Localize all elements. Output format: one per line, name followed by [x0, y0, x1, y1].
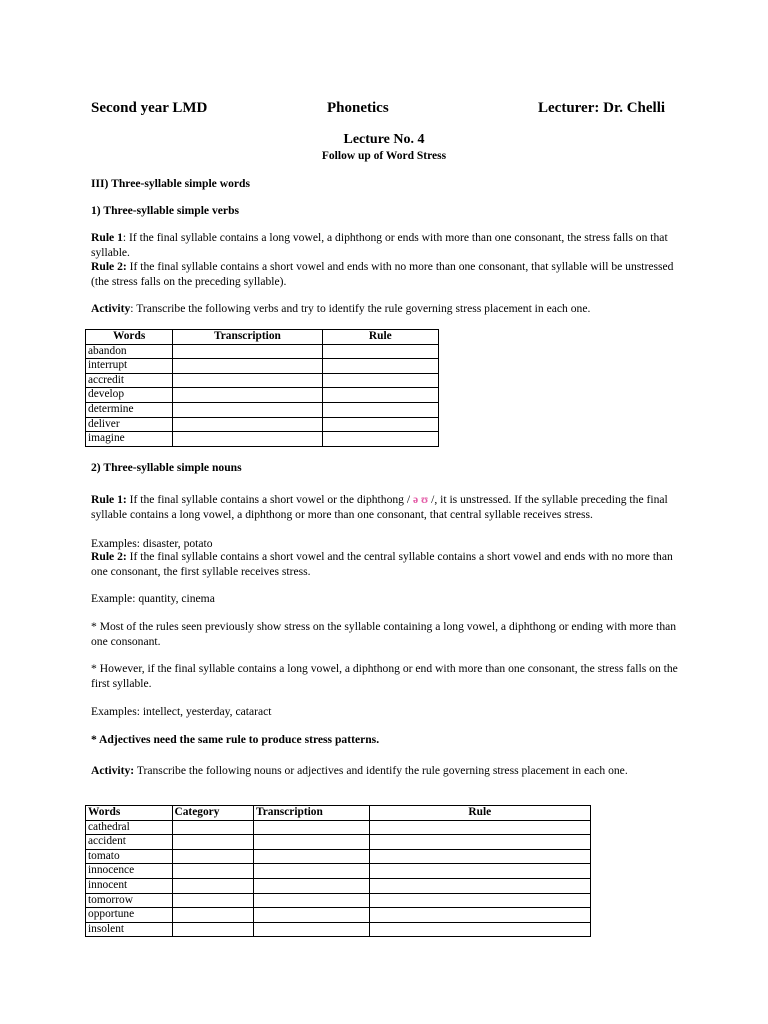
verbs-activity	[91, 302, 681, 317]
verbs-activity-text: : Transcribe the following verbs and try to identify the rule governing stress placement in each one.	[130, 302, 591, 315]
word-cell: deliver	[86, 417, 173, 432]
transcription-cell[interactable]	[253, 820, 369, 835]
rule-cell[interactable]	[369, 922, 590, 937]
transcription-cell[interactable]	[253, 835, 369, 850]
word-cell: tomorrow	[86, 893, 173, 908]
table-row	[86, 432, 439, 447]
word-cell: innocence	[86, 864, 173, 879]
table-row	[86, 388, 439, 403]
table-row	[86, 908, 591, 923]
note-2: * However, if the final syllable contains a long vowel, a diphthong or end with more than one consonant, the stress falls on the first syllable.	[91, 662, 678, 690]
verbs-heading: 1) Three-syllable simple verbs	[91, 204, 240, 217]
word-cell: innocent	[86, 878, 173, 893]
col-header-transcription: Transcription	[253, 806, 369, 821]
transcription-cell[interactable]	[253, 922, 369, 937]
word-cell: tomato	[86, 849, 173, 864]
word-cell: accident	[86, 835, 173, 850]
rule-cell[interactable]	[369, 835, 590, 850]
verbs-rule2-text: If the final syllable contains a short vowel and ends with no more than one consonant, that syllable will be unstressed (the stress falls on the preceding syllable).	[91, 260, 674, 288]
category-cell[interactable]	[172, 893, 253, 908]
rule-cell[interactable]	[369, 893, 590, 908]
header-lecturer: Lecturer: Dr. Chelli	[538, 100, 666, 116]
nouns-rule2-label: Rule 2:	[91, 550, 127, 563]
rule-cell[interactable]	[322, 402, 438, 417]
col-header-rule: Rule	[369, 806, 590, 821]
section-title: III) Three-syllable simple words	[91, 177, 250, 190]
nouns-table	[85, 805, 591, 937]
examples-2: Examples: intellect, yesterday, cataract	[91, 705, 272, 718]
word-cell: interrupt	[86, 359, 173, 374]
word-cell: imagine	[86, 432, 173, 447]
col-header-category: Category	[172, 806, 253, 821]
verbs-activity-label: Activity	[91, 302, 131, 315]
table-row	[86, 835, 591, 850]
nouns-activity-label: Activity:	[91, 764, 135, 777]
adjectives-note: * Adjectives need the same rule to produce stress patterns.	[91, 733, 380, 746]
category-cell[interactable]	[172, 908, 253, 923]
nouns-rule1-after: /, it is unstressed. If the syllable preceding the final syllable contains a long vowel, a diphthong or more than one consonant, that central syllable receives stress.	[91, 493, 668, 521]
rule-cell[interactable]	[369, 864, 590, 879]
header-subject: Phonetics	[327, 100, 389, 116]
note-1: * Most of the rules seen previously show stress on the syllable containing a long vowel, a diphthong or ending with more than one consonant.	[91, 620, 677, 648]
header-course: Second year LMD	[91, 100, 208, 116]
col-header-rule: Rule	[322, 330, 438, 345]
word-cell: determine	[86, 402, 173, 417]
table-row	[86, 893, 591, 908]
table-header-row	[86, 806, 591, 821]
table-row	[86, 922, 591, 937]
word-cell: opportune	[86, 908, 173, 923]
nouns-rule1-examples: Examples: disaster, potato	[91, 537, 213, 550]
transcription-cell[interactable]	[253, 864, 369, 879]
table-row	[86, 820, 591, 835]
col-header-words: Words	[86, 330, 173, 345]
category-cell[interactable]	[172, 820, 253, 835]
transcription-cell[interactable]	[173, 359, 322, 374]
rule-cell[interactable]	[369, 908, 590, 923]
transcription-cell[interactable]	[173, 417, 322, 432]
category-cell[interactable]	[172, 922, 253, 937]
col-header-words: Words	[86, 806, 173, 821]
nouns-rule1	[91, 493, 681, 522]
nouns-example: Example: quantity, cinema	[91, 592, 215, 605]
category-cell[interactable]	[172, 849, 253, 864]
table-row	[86, 402, 439, 417]
table-header-row	[86, 330, 439, 345]
transcription-cell[interactable]	[173, 388, 322, 403]
nouns-activity	[91, 764, 681, 779]
table-row	[86, 344, 439, 359]
rule-cell[interactable]	[322, 417, 438, 432]
verbs-rule1	[91, 231, 681, 260]
rule-cell[interactable]	[369, 849, 590, 864]
rule-cell[interactable]	[322, 432, 438, 447]
table-row	[86, 878, 591, 893]
rule-cell[interactable]	[322, 359, 438, 374]
col-header-transcription: Transcription	[173, 330, 322, 345]
rule-cell[interactable]	[322, 344, 438, 359]
verbs-rule2-label: Rule 2:	[91, 260, 127, 273]
nouns-rule2-text: If the final syllable contains a short vowel and the central syllable contains a short vowel and ends with no more than one consonant, the first syllable receives stress.	[91, 550, 673, 578]
rule-cell[interactable]	[322, 388, 438, 403]
nouns-rule2	[91, 550, 681, 579]
ipa-diphthong: ə ʊ	[413, 493, 429, 506]
word-cell: accredit	[86, 373, 173, 388]
rule-cell[interactable]	[322, 373, 438, 388]
word-cell: abandon	[86, 344, 173, 359]
word-cell: insolent	[86, 922, 173, 937]
transcription-cell[interactable]	[173, 373, 322, 388]
lecture-title: Lecture No. 4	[343, 132, 425, 147]
table-row	[86, 373, 439, 388]
nouns-activity-text: Transcribe the following nouns or adjectives and identify the rule governing stress placement in each one.	[134, 764, 628, 777]
verbs-rule2	[91, 260, 681, 289]
transcription-cell[interactable]	[173, 432, 322, 447]
transcription-cell[interactable]	[173, 402, 322, 417]
transcription-cell[interactable]	[253, 849, 369, 864]
rule-cell[interactable]	[369, 878, 590, 893]
transcription-cell[interactable]	[253, 908, 369, 923]
verbs-rule1-label: Rule 1	[91, 231, 123, 244]
category-cell[interactable]	[172, 864, 253, 879]
verbs-table	[85, 329, 439, 447]
transcription-cell[interactable]	[253, 893, 369, 908]
verbs-rule1-text: : If the final syllable contains a long vowel, a diphthong or ends with more than one consonant, the stress falls on that syllable.	[91, 231, 668, 259]
nouns-rule1-label: Rule 1:	[91, 493, 127, 506]
nouns-rule1-before: If the final syllable contains a short vowel or the diphthong /	[126, 493, 413, 506]
word-cell: cathedral	[86, 820, 173, 835]
word-cell: develop	[86, 388, 173, 403]
category-cell[interactable]	[172, 835, 253, 850]
table-row	[86, 417, 439, 432]
transcription-cell[interactable]	[253, 878, 369, 893]
transcription-cell[interactable]	[173, 344, 322, 359]
rule-cell[interactable]	[369, 820, 590, 835]
lecture-subtitle: Follow up of Word Stress	[321, 150, 447, 162]
table-row	[86, 359, 439, 374]
table-row	[86, 849, 591, 864]
category-cell[interactable]	[172, 878, 253, 893]
nouns-heading: 2) Three-syllable simple nouns	[91, 461, 242, 474]
table-row	[86, 864, 591, 879]
